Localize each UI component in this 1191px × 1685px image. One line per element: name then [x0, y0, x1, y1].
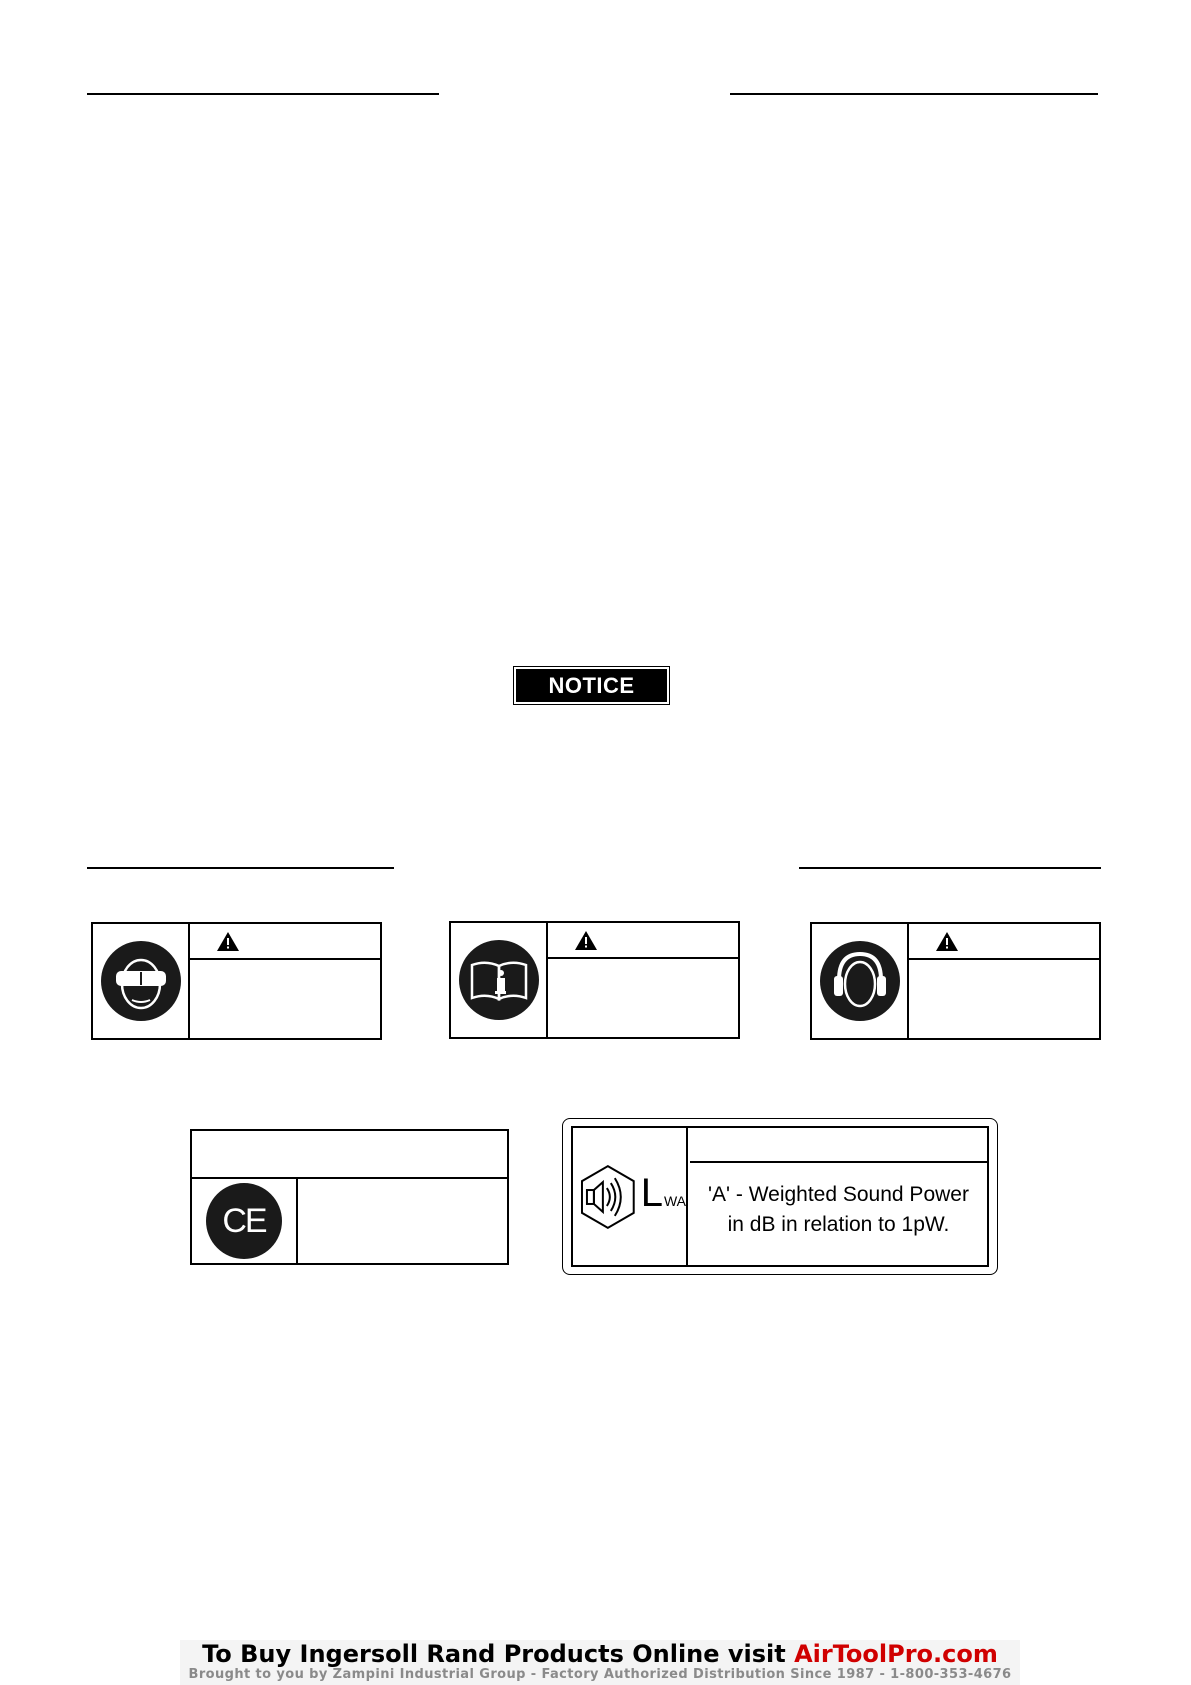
lwa-symbol: [640, 1170, 686, 1221]
ce-label-header: [192, 1131, 507, 1179]
read-manual-icon: [459, 940, 539, 1020]
footer-main-line: [180, 1640, 1020, 1668]
icon-cell: [812, 924, 909, 1038]
ce-mark-text: CE: [222, 1201, 266, 1240]
footer-lead: To Buy Ingersoll Rand Products Online visit: [202, 1640, 795, 1668]
footer-site-link[interactable]: AirToolPro.com: [794, 1640, 998, 1668]
icon-cell: [93, 924, 190, 1038]
icon-cell: [192, 1179, 298, 1263]
footer-sub-line: Brought to you by Zampini Industrial Group - Factory Authorized Distribution Since 1987 - 1-800-353-4676: [188, 1667, 1012, 1682]
sound-power-description: [690, 1180, 987, 1240]
warning-triangle-icon: [935, 931, 959, 952]
warning-triangle-icon: [216, 931, 240, 952]
sound-line-2: in dB in relation to 1pW.: [727, 1213, 950, 1236]
warning-label-ear-protection: [810, 922, 1101, 1040]
sound-power-label: [562, 1118, 998, 1275]
notice-badge: [513, 666, 670, 705]
safety-goggles-icon: [101, 941, 181, 1021]
section-rule-top-left: [87, 93, 439, 95]
section-rule-mid-left: [87, 867, 394, 869]
sound-line-1: 'A' - Weighted Sound Power: [708, 1183, 969, 1206]
notice-label: NOTICE: [516, 669, 667, 702]
lwa-symbol-l: L: [640, 1170, 663, 1215]
sound-label-header: [690, 1128, 987, 1163]
warning-header: [907, 924, 1099, 960]
warning-label-eye-protection: [91, 922, 382, 1040]
icon-cell: [573, 1128, 688, 1265]
ear-protection-icon: [820, 941, 900, 1021]
section-rule-top-right: [730, 93, 1098, 95]
ce-mark-icon: [206, 1183, 282, 1259]
footer-banner: [180, 1640, 1020, 1685]
ce-marking-label: [190, 1129, 509, 1265]
warning-triangle-icon: [574, 930, 598, 951]
warning-label-read-manual: [449, 921, 740, 1039]
speaker-icon: [579, 1164, 637, 1230]
lwa-symbol-sub: WA: [663, 1192, 686, 1209]
warning-header: [546, 923, 738, 959]
warning-header: [188, 924, 380, 960]
sound-power-label-inner: [571, 1126, 989, 1267]
icon-cell: [451, 923, 548, 1037]
section-rule-mid-right: [799, 867, 1101, 869]
